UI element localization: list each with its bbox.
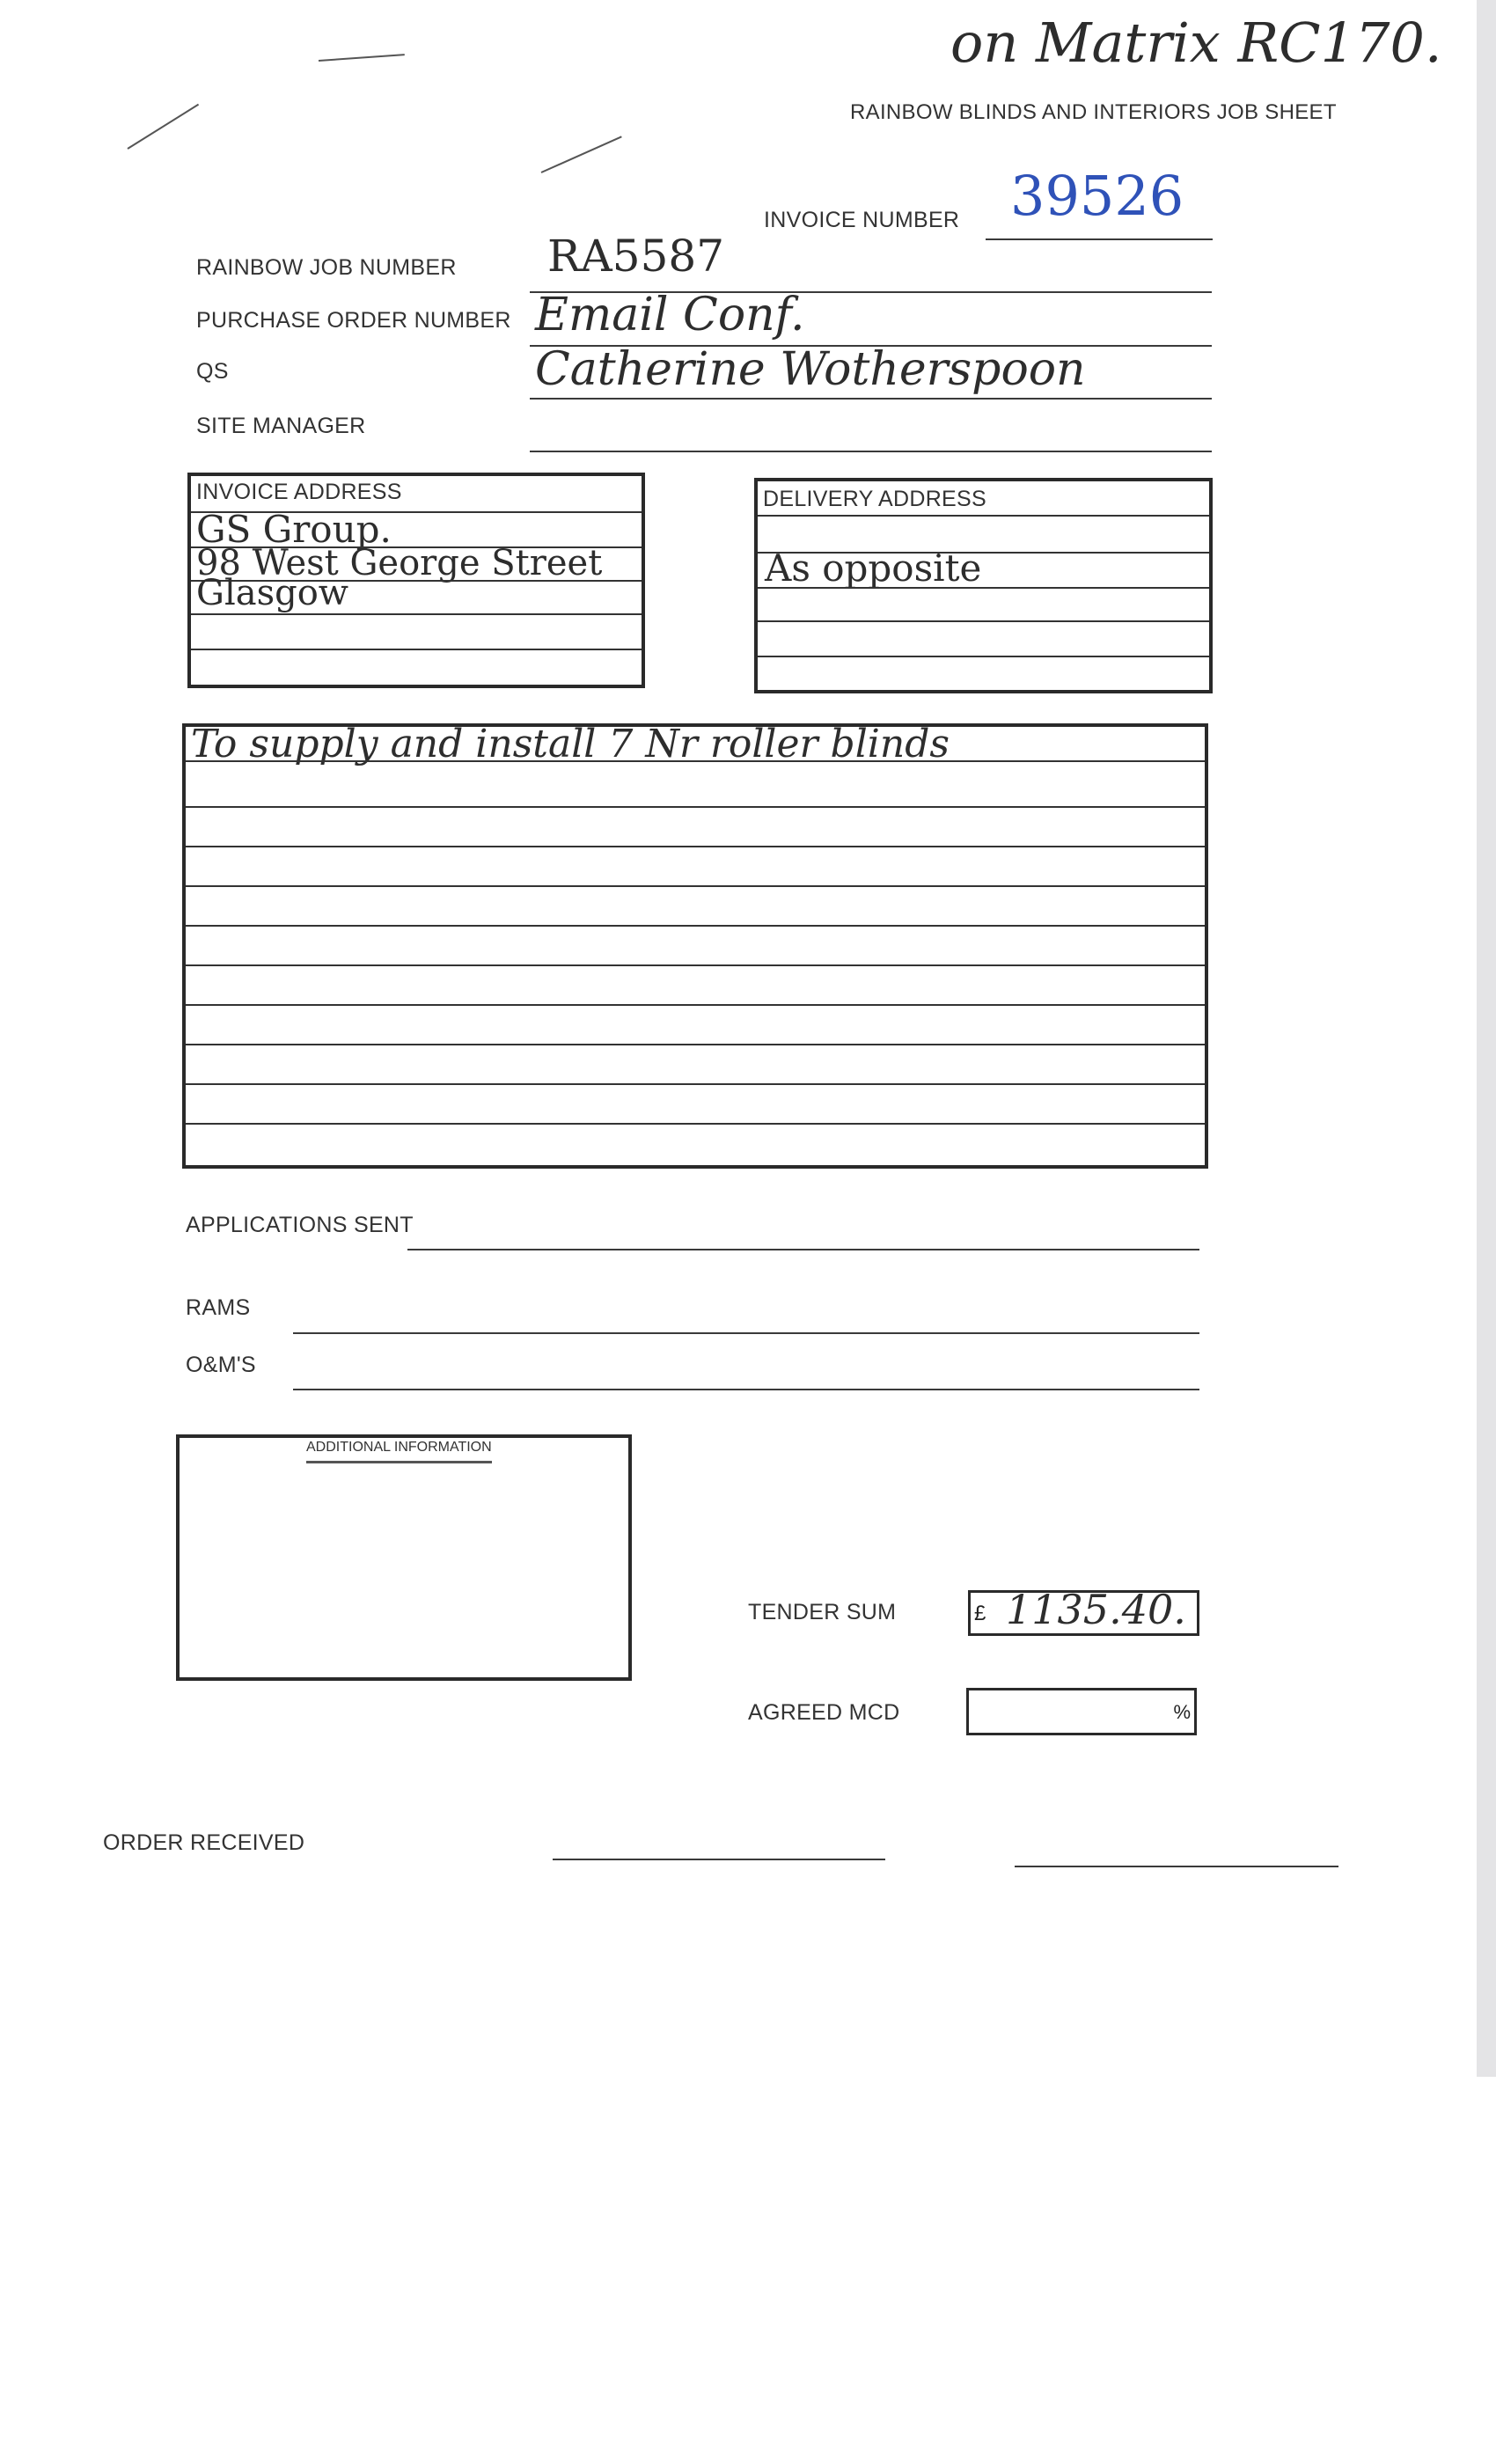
invoice-number-label: INVOICE NUMBER — [764, 208, 960, 232]
applications-sent-line — [407, 1249, 1199, 1250]
site-manager-line — [530, 451, 1212, 452]
description-rule — [186, 760, 1205, 762]
description-rule — [186, 885, 1205, 887]
invoice-address-label: INVOICE ADDRESS — [196, 480, 402, 504]
stray-pen-mark — [319, 54, 405, 62]
description-rule — [186, 925, 1205, 927]
currency-symbol: £ — [974, 1602, 986, 1625]
agreed-mcd-label: AGREED MCD — [748, 1700, 900, 1725]
delivery-address-rule — [758, 587, 1209, 589]
delivery-address-rule — [758, 656, 1209, 657]
description-rule — [186, 964, 1205, 966]
description-rule — [186, 1044, 1205, 1045]
qs-label: QS — [196, 359, 229, 384]
site-manager-label: SITE MANAGER — [196, 414, 366, 438]
invoice-address-rule — [191, 613, 642, 615]
job-number-value: RA5587 — [547, 231, 725, 282]
agreed-mcd-box — [966, 1688, 1197, 1735]
delivery-address-header-rule — [758, 515, 1209, 517]
oms-line — [293, 1389, 1199, 1390]
description-box — [182, 723, 1208, 1169]
invoice-number-value: 39526 — [1010, 164, 1184, 228]
additional-info-label: ADDITIONAL INFORMATION — [306, 1440, 492, 1463]
order-received-line-2 — [1015, 1866, 1338, 1867]
scan-edge-shadow — [1477, 0, 1496, 2077]
delivery-address-line: As opposite — [765, 546, 982, 590]
delivery-address-box — [754, 478, 1213, 693]
description-rule — [186, 806, 1205, 808]
invoice-number-line — [986, 238, 1213, 240]
invoice-address-line: 98 West George Street — [196, 543, 603, 583]
order-received-line-1 — [553, 1859, 885, 1860]
job-number-label: RAINBOW JOB NUMBER — [196, 255, 457, 280]
stray-pen-mark — [541, 136, 622, 173]
invoice-address-line: Glasgow — [196, 573, 349, 613]
rams-label: RAMS — [186, 1295, 251, 1320]
stray-pen-mark — [127, 104, 199, 150]
description-rule — [186, 1123, 1205, 1125]
handwritten-top-note: on Matrix RC170. — [950, 11, 1442, 75]
additional-info-box — [176, 1434, 632, 1681]
qs-line — [530, 398, 1212, 400]
applications-sent-label: APPLICATIONS SENT — [186, 1213, 414, 1237]
po-number-value: Email Conf. — [535, 289, 805, 341]
page-title: RAINBOW BLINDS AND INTERIORS JOB SHEET — [850, 100, 1337, 124]
percent-symbol: % — [1173, 1701, 1191, 1723]
oms-label: O&M'S — [186, 1353, 256, 1377]
tender-sum-box — [968, 1586, 1199, 1636]
delivery-address-label: DELIVERY ADDRESS — [763, 487, 986, 511]
invoice-address-line: GS Group. — [196, 508, 392, 551]
qs-value: Catherine Wotherspoon — [535, 343, 1086, 396]
po-number-label: PURCHASE ORDER NUMBER — [196, 308, 511, 333]
tender-sum-value: 1135.40. — [1006, 1586, 1186, 1633]
description-rule — [186, 1004, 1205, 1006]
description-line: To supply and install 7 Nr roller blinds — [191, 722, 950, 766]
invoice-address-box — [187, 473, 645, 688]
delivery-address-rule — [758, 620, 1209, 622]
rams-line — [293, 1332, 1199, 1334]
description-rule — [186, 846, 1205, 847]
order-received-label: ORDER RECEIVED — [103, 1830, 305, 1855]
invoice-address-rule — [191, 649, 642, 650]
tender-sum-label: TENDER SUM — [748, 1600, 897, 1624]
description-rule — [186, 1083, 1205, 1085]
